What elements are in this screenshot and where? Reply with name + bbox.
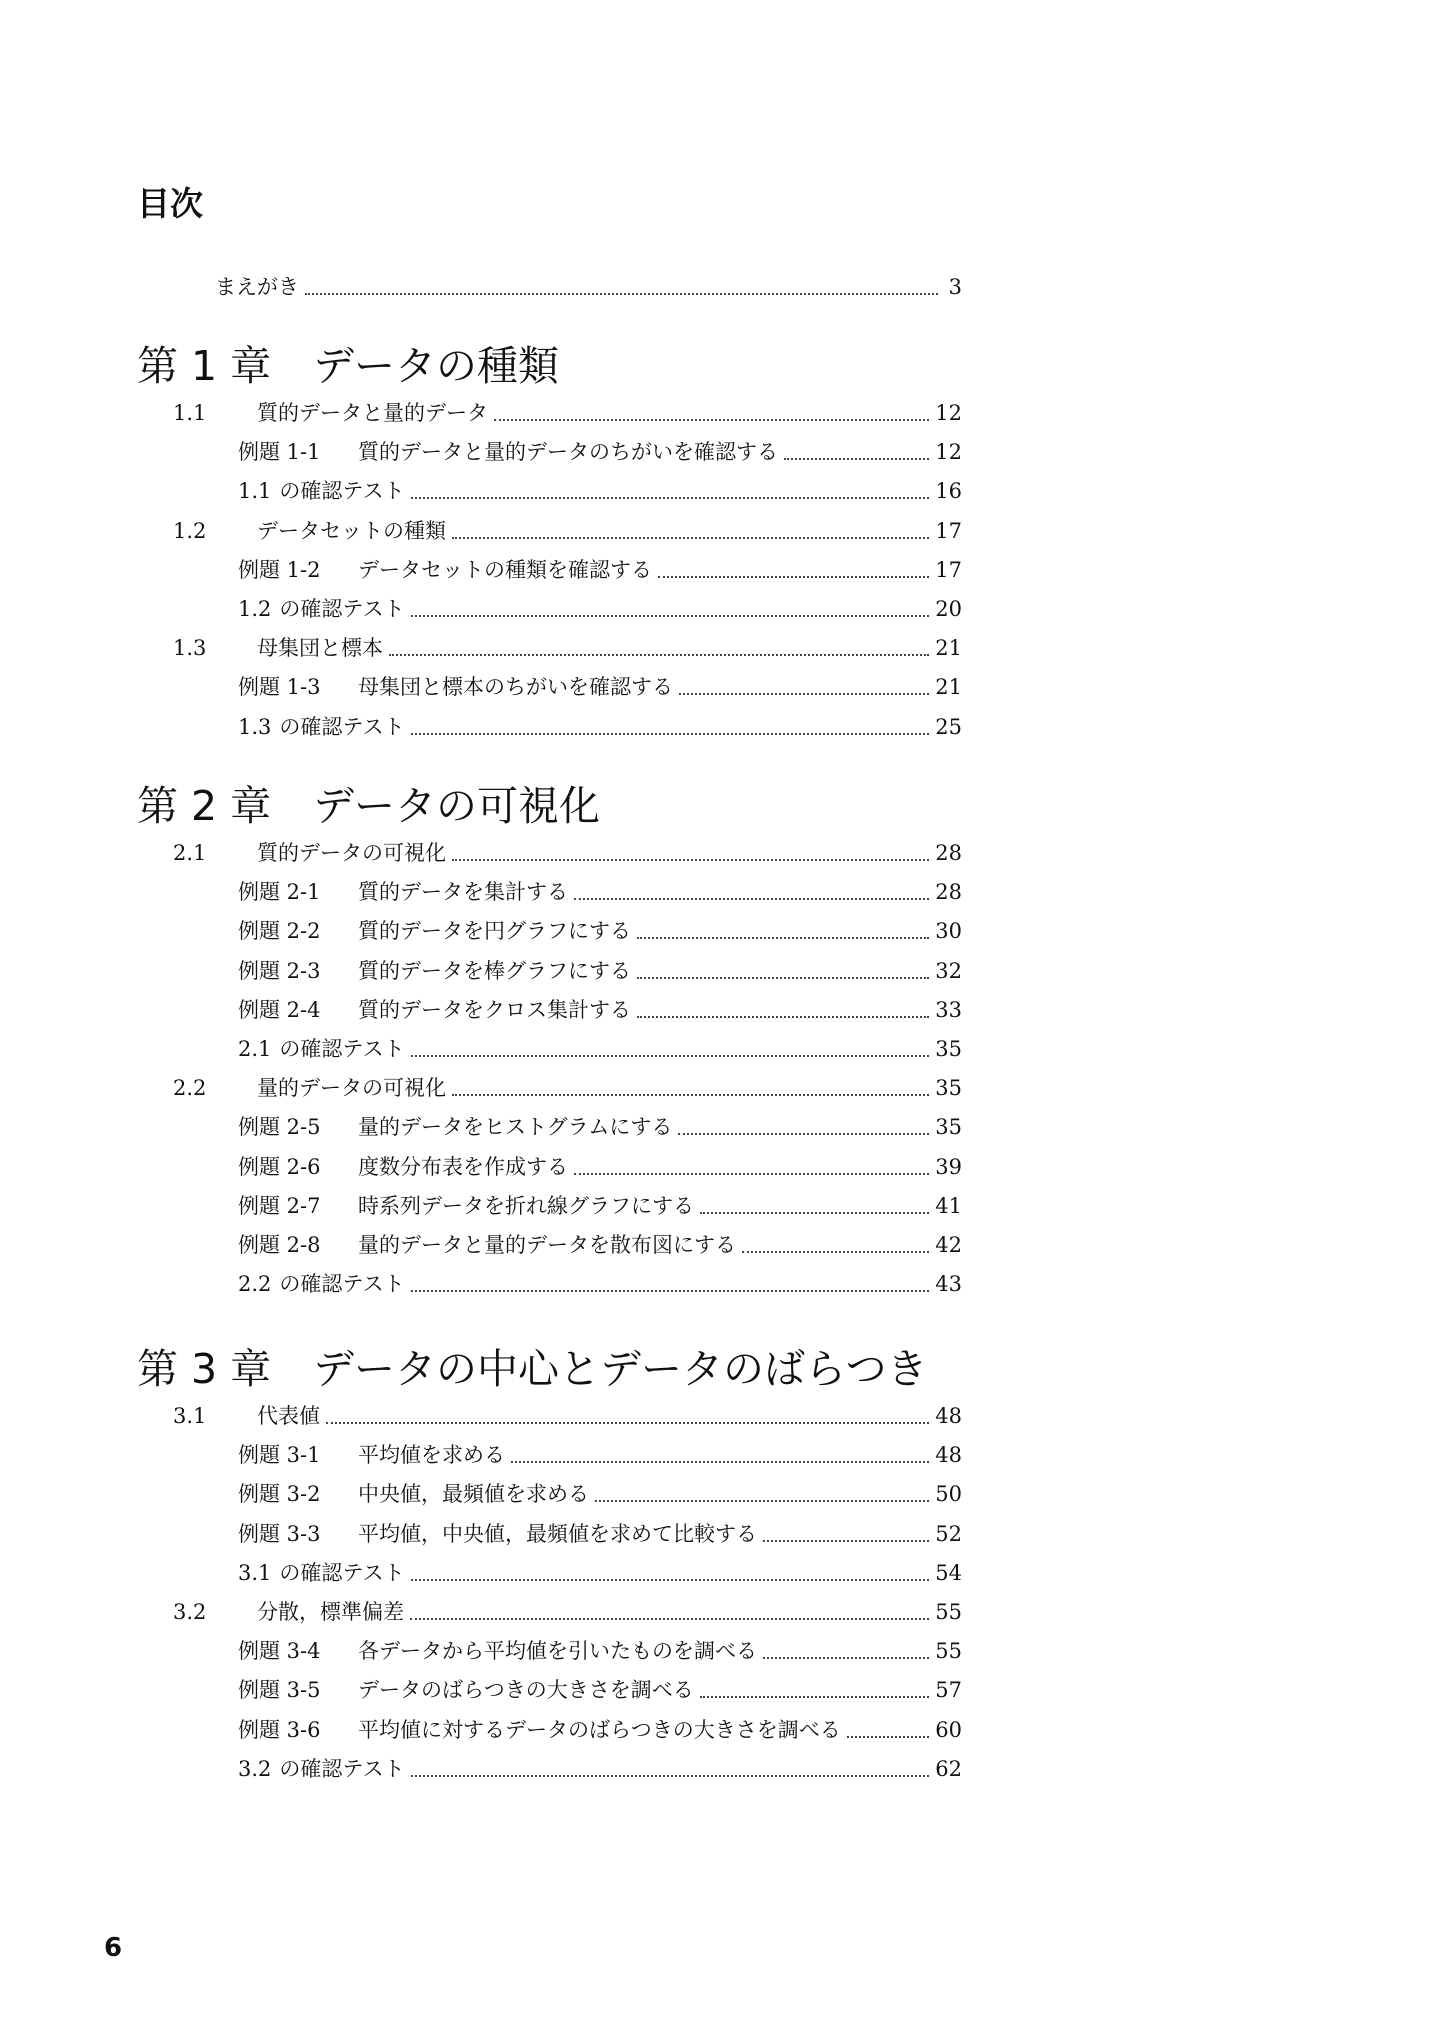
toc-entry-preface[interactable] [215, 271, 962, 301]
toc-entry-label: の確認テスト [279, 597, 405, 621]
toc-entry-label: 平均値に対するデータのばらつきの大きさを調べる [358, 1717, 841, 1742]
dot-leader [411, 497, 930, 499]
chapter-number: 第 1 章 [137, 342, 272, 390]
toc-entry-label: 中央値，最頻値を求める [358, 1482, 589, 1507]
toc-entry-number: 1.2 [238, 597, 272, 621]
toc-entry-number: 3.2 [238, 1756, 272, 1781]
dot-leader [637, 977, 929, 979]
dot-leader [763, 1657, 929, 1659]
toc-entry-number: 3.1 [238, 1560, 272, 1585]
toc-entry-number: 1.3 [173, 636, 207, 661]
toc-entry-number: 例題 2-2 [238, 919, 321, 944]
toc-entry-page: 12 [935, 401, 962, 425]
toc-entry-label: 量的データをヒストグラムにする [358, 1115, 673, 1140]
dot-leader [700, 1212, 929, 1214]
dot-leader [411, 1775, 930, 1777]
chapter-heading[interactable] [137, 780, 600, 832]
chapter-heading[interactable] [137, 1343, 928, 1395]
toc-entry-label: の確認テスト [279, 1272, 405, 1297]
dot-leader [411, 1579, 930, 1581]
toc-entry-page: 21 [935, 675, 962, 700]
toc-entry-number: 例題 3-5 [238, 1678, 321, 1703]
chapter-number: 第 3 章 [137, 1345, 272, 1393]
toc-entry-example[interactable] [238, 1635, 962, 1665]
dot-leader [452, 1094, 929, 1096]
toc-entry-page: 21 [935, 636, 962, 661]
toc-entry-label: 母集団と標本 [257, 636, 383, 661]
dot-leader [389, 654, 929, 656]
toc-entry-label: 質的データと量的データのちがいを確認する [358, 440, 778, 465]
toc-entry-label: 質的データをクロス集計する [358, 997, 631, 1022]
toc-entry-number: 2.2 [238, 1272, 272, 1297]
dot-leader [410, 1618, 929, 1620]
toc-entry-number: 例題 2-3 [238, 958, 321, 983]
toc-entry-number: 例題 2-1 [238, 880, 321, 905]
toc-entry-example[interactable] [238, 915, 962, 945]
toc-entry-page: 16 [935, 479, 962, 504]
toc-entry-page: 39 [935, 1154, 962, 1179]
toc-entry-page: 41 [935, 1193, 962, 1218]
dot-leader [700, 1696, 929, 1698]
toc-entry-page: 55 [935, 1600, 962, 1624]
dot-leader [637, 1016, 929, 1018]
toc-entry-number: 例題 1-3 [238, 675, 321, 700]
dot-leader [305, 293, 938, 295]
dot-leader [784, 458, 929, 460]
toc-entry-label: データセットの種類 [257, 518, 446, 543]
toc-entry-number: 1.3 [238, 714, 272, 739]
toc-entry-label: 量的データと量的データを散布図にする [358, 1233, 736, 1257]
toc-entry-page: 57 [935, 1678, 962, 1703]
toc-entry-number: 1.2 [173, 518, 207, 543]
toc-entry-example[interactable] [238, 1674, 962, 1704]
toc-entry-page: 48 [935, 1404, 962, 1428]
toc-entry-test[interactable] [238, 1557, 962, 1587]
toc-entry-page: 62 [935, 1756, 962, 1781]
toc-entry-example[interactable] [238, 1518, 962, 1548]
toc-entry-page: 35 [935, 1115, 962, 1140]
toc-entry-label: 質的データを棒グラフにする [358, 958, 631, 983]
toc-entry-section[interactable] [173, 1072, 962, 1102]
chapter-title: データの種類 [313, 342, 559, 390]
toc-entry-label: データセットの種類を確認する [358, 557, 652, 582]
dot-leader [411, 615, 930, 617]
toc-entry-label: 量的データの可視化 [257, 1076, 446, 1101]
page-title: 目次 [137, 184, 203, 223]
toc-entry-page: 30 [935, 919, 962, 944]
toc-entry-page: 54 [935, 1560, 962, 1585]
toc-entry-label: 質的データを集計する [358, 880, 568, 905]
toc-entry-number: 2.1 [173, 841, 207, 865]
dot-leader [595, 1500, 929, 1502]
toc-entry-number: 2.2 [173, 1076, 207, 1101]
toc-entry-page: 60 [935, 1717, 962, 1742]
toc-entry-example[interactable] [238, 876, 962, 906]
dot-leader [452, 537, 929, 539]
toc-entry-label: データのばらつきの大きさを調べる [358, 1678, 694, 1703]
toc-entry-example[interactable] [238, 1714, 962, 1744]
toc-entry-page: 48 [935, 1443, 962, 1468]
chapter-number: 第 2 章 [137, 782, 272, 830]
toc-entry-page: 3 [948, 275, 962, 299]
toc-entry-page: 50 [935, 1482, 962, 1507]
toc-entry-number: 例題 2-6 [238, 1154, 321, 1179]
dot-leader [494, 419, 929, 421]
toc-entry-label: 時系列データを折れ線グラフにする [358, 1193, 694, 1218]
toc-entry-page: 17 [935, 518, 962, 543]
toc-entry-label: 平均値，中央値，最頻値を求めて比較する [358, 1521, 757, 1546]
toc-entry-section[interactable] [173, 1596, 962, 1626]
toc-entry-test[interactable] [238, 475, 962, 505]
chapter-heading[interactable] [137, 340, 559, 392]
toc-entry-page: 43 [935, 1272, 962, 1297]
dot-leader [574, 1173, 929, 1175]
toc-entry-section[interactable] [173, 515, 962, 545]
toc-entry-label: の確認テスト [279, 1756, 405, 1781]
toc-entry-page: 52 [935, 1521, 962, 1546]
dot-leader [452, 859, 929, 861]
toc-entry-label: の確認テスト [279, 479, 405, 504]
toc-entry-page: 55 [935, 1639, 962, 1664]
toc-entry-number: 例題 1-2 [238, 557, 321, 582]
toc-entry-number: 2.1 [238, 1037, 272, 1061]
toc-entry-label: 平均値を求める [358, 1443, 505, 1468]
toc-entry-example[interactable] [238, 994, 962, 1024]
toc-entry-number: 例題 3-4 [238, 1639, 321, 1664]
toc-entry-page: 28 [935, 880, 962, 905]
toc-entry-page: 33 [935, 997, 962, 1022]
dot-leader [742, 1251, 929, 1253]
toc-entry-example[interactable] [238, 1151, 962, 1181]
toc-entry-example[interactable] [238, 1439, 962, 1469]
toc-entry-number: 例題 3-3 [238, 1521, 321, 1546]
chapter-title: データの中心とデータのばらつき [313, 1345, 928, 1393]
toc-entry-section[interactable] [173, 1400, 962, 1430]
toc-entry-label: の確認テスト [279, 1037, 405, 1061]
toc-entry-example[interactable] [238, 1478, 962, 1508]
toc-entry-page: 20 [935, 597, 962, 621]
toc-entry-page: 42 [935, 1233, 962, 1257]
toc-entry-label: の確認テスト [279, 1560, 405, 1585]
page-number: 6 [104, 1933, 123, 1963]
toc-entry-label: まえがき [215, 275, 299, 299]
toc-entry-section[interactable] [173, 837, 962, 867]
toc-entry-number: 例題 3-6 [238, 1717, 321, 1742]
dot-leader [411, 733, 930, 735]
toc-entry-example[interactable] [238, 955, 962, 985]
dot-leader [411, 1290, 930, 1292]
toc-entry-number: 1.1 [238, 479, 272, 504]
toc-entry-test[interactable] [238, 1268, 962, 1298]
dot-leader [679, 693, 929, 695]
toc-entry-example[interactable] [238, 1229, 962, 1259]
toc-entry-example[interactable] [238, 1111, 962, 1141]
toc-entry-label: 母集団と標本のちがいを確認する [358, 675, 673, 700]
toc-entry-page: 17 [935, 557, 962, 582]
toc-entry-test[interactable] [238, 1033, 962, 1063]
toc-entry-example[interactable] [238, 1190, 962, 1220]
toc-entry-number: 例題 3-1 [238, 1443, 321, 1468]
toc-entry-number: 3.1 [173, 1404, 207, 1428]
toc-entry-number: 例題 2-5 [238, 1115, 321, 1140]
toc-entry-page: 35 [935, 1037, 962, 1061]
toc-entry-test[interactable] [238, 593, 962, 623]
dot-leader [511, 1461, 929, 1463]
toc-entry-page: 12 [935, 440, 962, 465]
toc-entry-label: 質的データの可視化 [257, 841, 446, 865]
toc-entry-label: 質的データと量的データ [257, 401, 488, 425]
dot-leader [326, 1422, 929, 1424]
toc-entry-number: 例題 2-4 [238, 997, 321, 1022]
toc-entry-number: 例題 2-8 [238, 1233, 321, 1257]
toc-entry-example[interactable] [238, 671, 962, 701]
toc-entry-section[interactable] [173, 397, 962, 427]
toc-entry-label: 各データから平均値を引いたものを調べる [358, 1639, 757, 1664]
toc-entry-label: 代表値 [257, 1404, 320, 1428]
toc-entry-example[interactable] [238, 436, 962, 466]
toc-entry-label: の確認テスト [279, 714, 405, 739]
toc-entry-number: 1.1 [173, 401, 207, 425]
toc-entry-page: 32 [935, 958, 962, 983]
toc-entry-label: 分散，標準偏差 [257, 1600, 404, 1624]
toc-entry-test[interactable] [238, 1753, 962, 1783]
toc-entry-page: 28 [935, 841, 962, 865]
dot-leader [763, 1540, 929, 1542]
toc-entry-number: 3.2 [173, 1600, 207, 1624]
toc-entry-number: 例題 1-1 [238, 440, 321, 465]
dot-leader [411, 1055, 930, 1057]
chapter-title: データの可視化 [313, 782, 600, 830]
dot-leader [678, 1133, 929, 1135]
toc-entry-number: 例題 2-7 [238, 1193, 321, 1218]
dot-leader [658, 576, 929, 578]
dot-leader [574, 898, 929, 900]
toc-entry-example[interactable] [238, 554, 962, 584]
toc-entry-section[interactable] [173, 632, 962, 662]
toc-entry-page: 35 [935, 1076, 962, 1101]
dot-leader [637, 937, 929, 939]
toc-entry-label: 質的データを円グラフにする [358, 919, 631, 944]
toc-entry-test[interactable] [238, 711, 962, 741]
toc-entry-number: 例題 3-2 [238, 1482, 321, 1507]
toc-entry-label: 度数分布表を作成する [358, 1154, 568, 1179]
toc-entry-page: 25 [935, 714, 962, 739]
dot-leader [847, 1736, 929, 1738]
